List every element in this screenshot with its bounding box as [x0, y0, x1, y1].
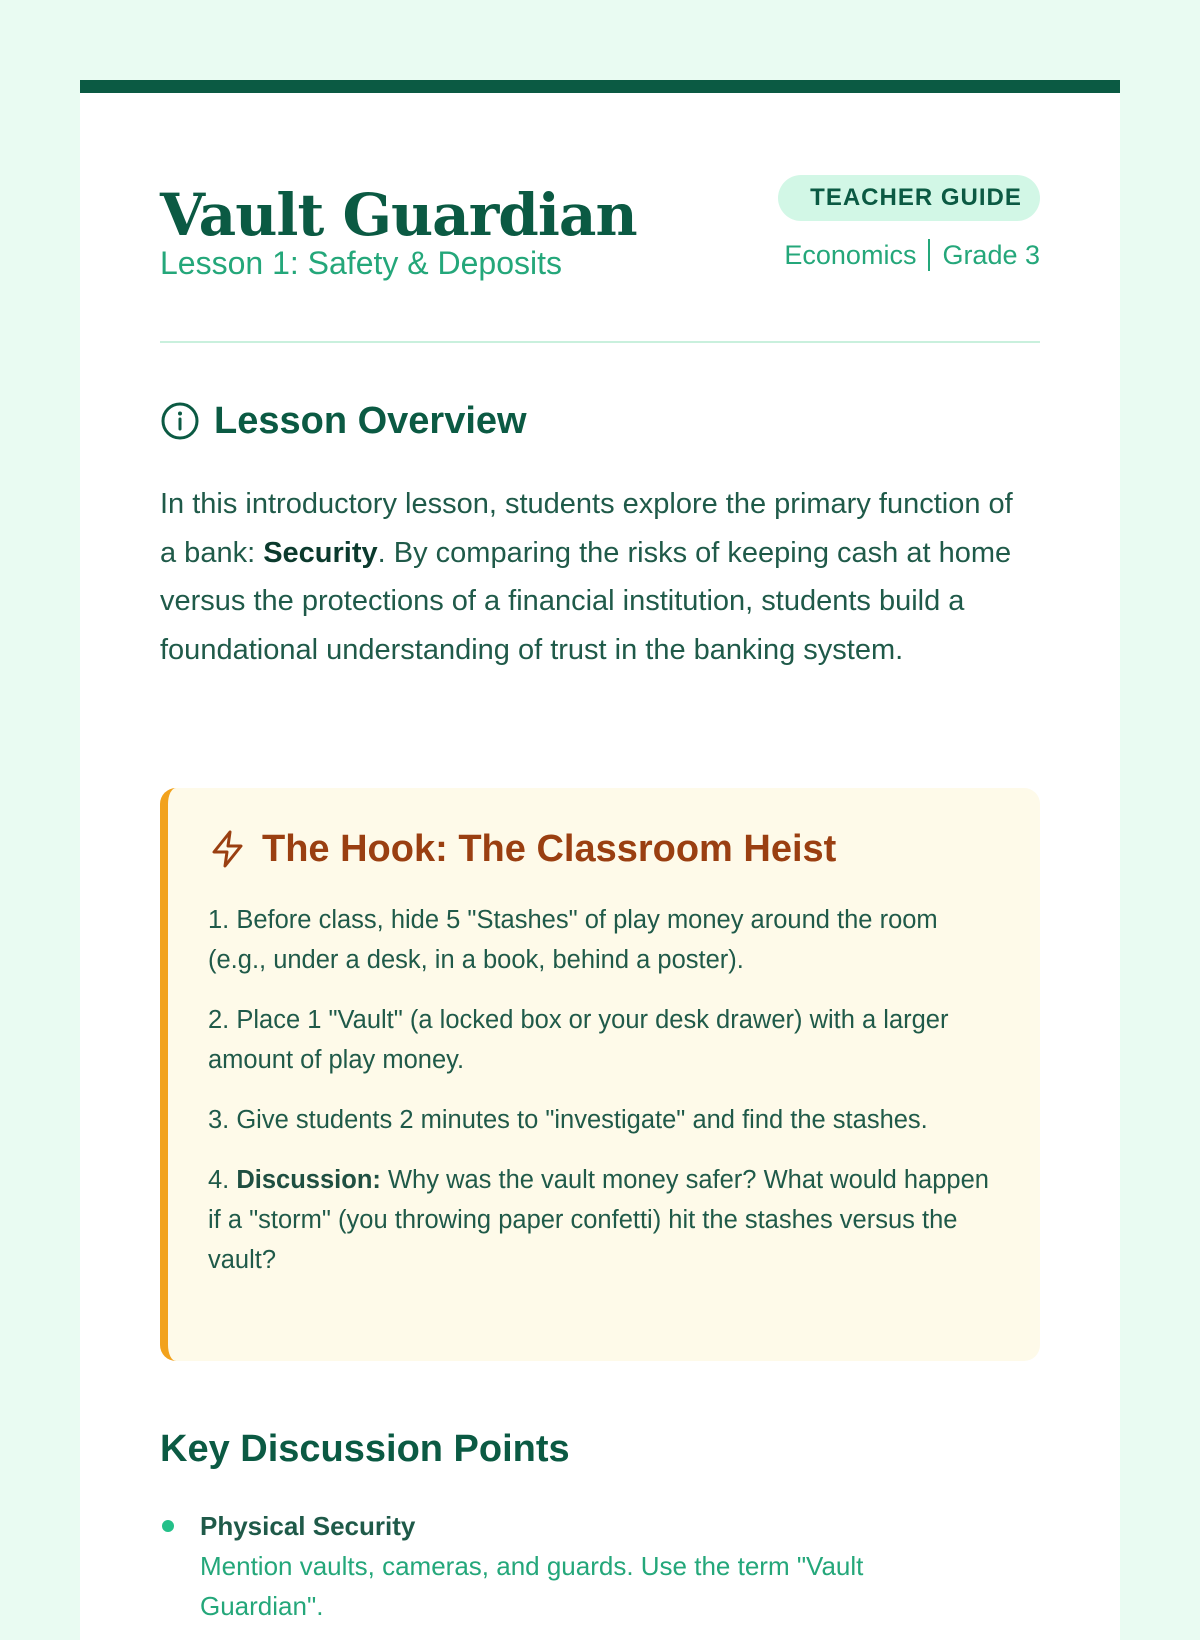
info-circle-icon: [160, 401, 200, 441]
hook-step-text: Why was the vault money safer? What would happen if a "storm" (you throwing paper confetti) hit the stashes versus the vault?: [208, 1166, 989, 1274]
overview-heading: [160, 398, 1040, 444]
page-header: [160, 93, 1040, 348]
overview-text-start: In this introductory lesson, students explore the primary function of a bank:: [160, 488, 1013, 569]
grade-label: Grade 3: [942, 240, 1040, 270]
overview-paragraph: [160, 480, 1020, 674]
hook-callout: [160, 788, 1040, 1361]
hook-heading-text: The Hook: The Classroom Heist: [262, 828, 837, 870]
list-item: [160, 1506, 1040, 1626]
bullet-dot-icon: [162, 1520, 174, 1532]
overview-text-bold: Security: [263, 536, 378, 569]
overview-heading-text: Lesson Overview: [214, 400, 527, 442]
overview-text-end: . By comparing the risks of keeping cash at home versus the protections of a financial institution, students build a foundational understanding of trust in the banking system.: [160, 536, 1012, 666]
header-divider: [160, 341, 1040, 343]
page-title: Vault Guardian: [160, 181, 637, 249]
hook-step: 1. Before class, hide 5 "Stashes" of play money around the room (e.g., under a desk, in a book, behind a poster).: [208, 906, 938, 974]
lightning-bolt-icon: [208, 829, 248, 869]
key-discussion-section: [160, 1426, 1040, 1626]
subject-label: Economics: [784, 240, 917, 270]
key-points-heading: Key Discussion Points: [160, 1428, 570, 1470]
point-text: Mention vaults, cameras, and guards. Use the term "Vault Guardian".: [200, 1551, 864, 1621]
teacher-guide-badge: TEACHER GUIDE: [778, 175, 1040, 221]
hook-step-bold-label: Discussion:: [236, 1166, 381, 1194]
hook-heading: [208, 826, 1000, 872]
hook-step: 2. Place 1 "Vault" (a locked box or your desk drawer) with a larger amount of play money.: [208, 1006, 949, 1074]
hook-step: 3. Give students 2 minutes to "investigate" and find the stashes.: [208, 1106, 928, 1134]
lesson-page: [80, 80, 1120, 1640]
hook-step-number: 4.: [208, 1166, 237, 1194]
hook-step: [208, 1160, 998, 1280]
lesson-overview-section: [160, 398, 1040, 674]
meta-divider: [928, 239, 930, 271]
lesson-subtitle: Lesson 1: Safety & Deposits: [160, 245, 562, 281]
lesson-meta: [784, 237, 1040, 273]
point-title: Physical Security: [200, 1511, 416, 1541]
page-content: [160, 93, 1040, 1621]
